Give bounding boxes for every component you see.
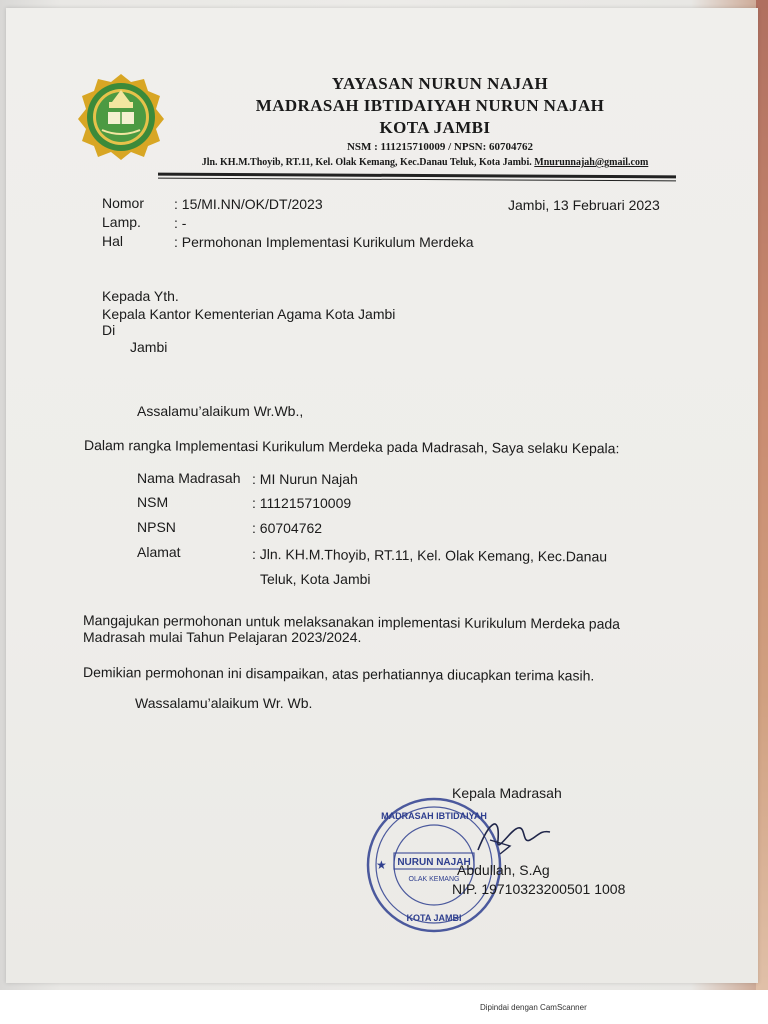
nomor-label: Nomor (102, 195, 145, 211)
lamp-label: Lamp. (102, 214, 141, 230)
alamat-value-line1: : Jln. KH.M.Thoyib, RT.11, Kel. Olak Kemang, Kec.Danau (251, 546, 608, 565)
city-name: KOTA JAMBI (379, 118, 491, 137)
letterhead (160, 74, 680, 168)
stamp-bottom-text: KOTA JAMBI (406, 913, 462, 923)
npsn-label: NPSN (137, 519, 176, 535)
para2: Demikian permohonan ini disampaikan, atas perhatiannya diucapkan terima kasih. (82, 664, 595, 684)
madrasah-logo-icon (74, 72, 168, 160)
address-line (170, 157, 680, 168)
para1-line2: Madrasah mulai Tahun Pelajaran 2023/2024. (83, 629, 362, 645)
foundation-name: YAYASAN NURUN NAJAH (331, 74, 549, 93)
letter-date: Jambi, 13 Februari 2023 (508, 197, 660, 213)
alamat-value-line2: Teluk, Kota Jambi (260, 571, 371, 587)
signatory-name: Abdullah, S.Ag (457, 862, 550, 878)
alamat-label: Alamat (137, 544, 181, 560)
handwritten-signature (470, 810, 560, 865)
nsm-value: : 111215710009 (252, 495, 352, 511)
svg-text:★: ★ (376, 858, 387, 872)
email-text: Mnurunnajah@gmail.com (534, 157, 649, 168)
signatory-title: Kepala Madrasah (452, 785, 562, 801)
nsm-label: NSM (137, 494, 169, 510)
nama-label: Nama Madrasah (137, 470, 241, 486)
recipient-line4: Jambi (130, 339, 168, 355)
recipient-line2: Kepala Kantor Kementerian Agama Kota Jambi (102, 306, 396, 322)
hal-value: : Permohonan Implementasi Kurikulum Merdeka (174, 234, 474, 250)
stamp-center-text: NURUN NAJAH (397, 857, 471, 868)
npsn-value: : 60704762 (252, 520, 323, 536)
stamp-top-text: MADRASAH IBTIDAIYAH (381, 811, 487, 821)
nomor-value: : 15/MI.NN/OK/DT/2023 (174, 196, 323, 212)
para1-line1: Mangajukan permohonan untuk melaksanakan implementasi Kurikulum Merdeka pada (82, 612, 621, 632)
address-text: Jln. KH.M.Thoyib, RT.11, Kel. Olak Kemang, Kec.Danau Teluk, Kota Jambi. (201, 157, 532, 168)
greeting: Assalamu’alaikum Wr.Wb., (137, 403, 304, 419)
nsm-npsn: NSM : 111215710009 / NPSN: 60704762 (346, 141, 534, 153)
nama-value: : MI Nurun Najah (252, 471, 358, 487)
signatory-nip: NIP. 19710323200501 1008 (452, 881, 626, 897)
lamp-value: : - (174, 215, 187, 231)
recipient-line3: Di (102, 322, 116, 338)
intro-text: Dalam rangka Implementasi Kurikulum Merdeka pada Madrasah, Saya selaku Kepala: (83, 437, 620, 457)
hal-label: Hal (102, 233, 124, 249)
school-name: MADRASAH IBTIDAIYAH NURUN NAJAH (255, 96, 605, 115)
closing: Wassalamu’alaikum Wr. Wb. (135, 695, 313, 711)
recipient-line1: Kepada Yth. (102, 288, 179, 304)
stamp-sub-text: OLAK KEMANG (408, 876, 460, 883)
scanner-footer: Dipindai dengan CamScanner (480, 1003, 587, 1012)
